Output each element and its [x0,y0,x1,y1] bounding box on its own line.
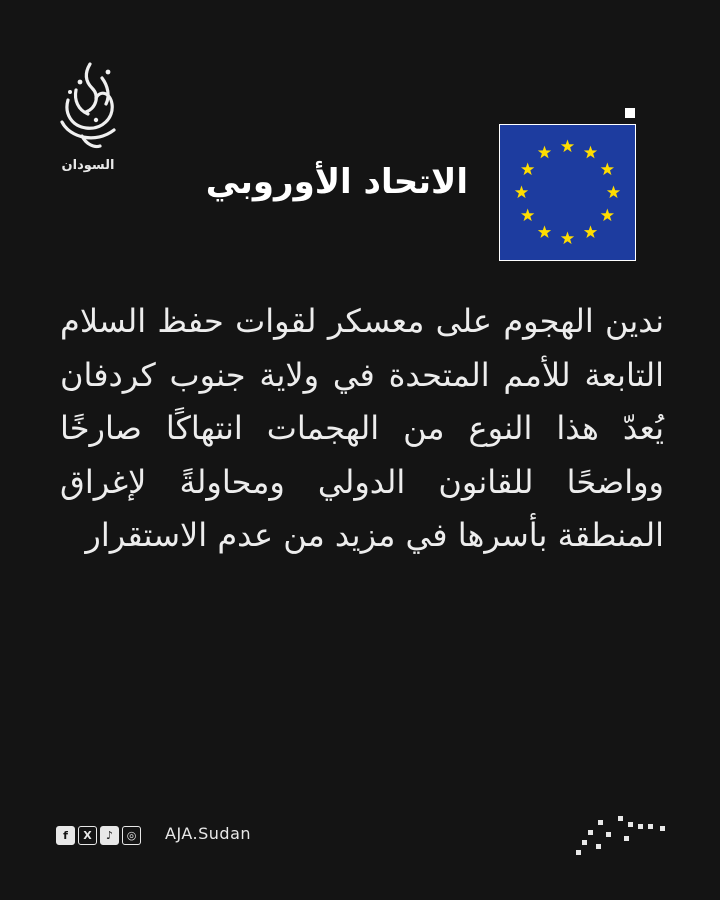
statement-text: ندين الهجوم على معسكر لقوات حفظ السلام التابعة للأمم المتحدة في ولاية جنوب كردفان يُعدّ هذا النوع من الهجمات انتهاكًا صارخًا وواضحًا للقانون الدولي ومحاولةً لإغراق المنطقة بأسرها في مزيد من عدم الاستقرار [60,302,664,554]
eu-flag [499,124,636,261]
logo-subtitle: السودان [61,158,115,173]
facebook-icon[interactable]: f [56,826,75,845]
eu-flag-icon [500,125,635,260]
page-title: الاتحاد الأوروبي [205,162,468,202]
corner-square-mark [625,108,635,118]
instagram-icon[interactable]: ◎ [122,826,141,845]
x-icon[interactable]: X [78,826,97,845]
aljazeera-calligraphy-logo [56,60,120,154]
aljazeera-logo [52,60,124,180]
social-handle: AJA.Sudan [165,824,252,843]
eu-flag-frame [499,124,636,261]
social-icons [56,825,141,845]
brand-dots-icon [574,810,670,860]
tiktok-icon[interactable]: ♪ [100,826,119,845]
